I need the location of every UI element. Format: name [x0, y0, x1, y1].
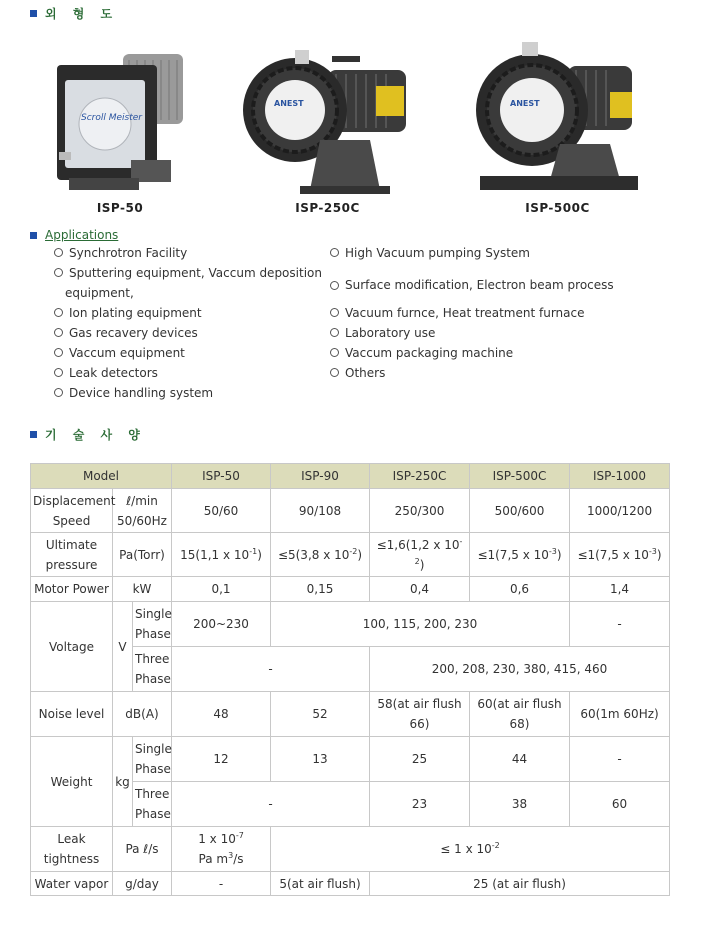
table-row: [31, 827, 670, 872]
list-item: Laboratory use: [330, 325, 630, 345]
table-cell: ≤5(3,8 x $10^{-2}$): [271, 533, 370, 577]
applications-left-list: [54, 245, 324, 405]
circle-bullet-icon: [330, 248, 339, 257]
header-cell: ISP-250C: [370, 464, 470, 489]
table-cell: 0,4: [370, 577, 470, 602]
svg-text:Scroll Meister: Scroll Meister: [81, 113, 142, 123]
table-cell: 52: [271, 692, 370, 737]
phase-label: Three Phase: [133, 782, 172, 827]
table-cell: ≤1(7,5 x $10^{-3}$): [570, 533, 670, 577]
product-caption: ISP-50: [96, 201, 144, 215]
header-cell: ISP-50: [172, 464, 271, 489]
table-cell: 44: [470, 737, 570, 782]
circle-bullet-icon: [330, 308, 339, 317]
circle-bullet-icon: [330, 281, 339, 290]
table-row: [31, 533, 670, 577]
table-row: [31, 872, 670, 896]
table-row: [31, 692, 670, 737]
list-item: Synchrotron Facility: [54, 245, 324, 265]
row-label: Water vapor: [31, 872, 113, 896]
circle-bullet-icon: [330, 368, 339, 377]
circle-bullet-icon: [54, 348, 63, 357]
table-cell: 38: [470, 782, 570, 827]
table-cell: 5(at air flush): [271, 872, 370, 896]
list-item: Gas recavery devices: [54, 325, 324, 345]
svg-text:ANEST: ANEST: [510, 99, 540, 108]
product-isp-50: [45, 40, 195, 215]
table-cell: 12: [172, 737, 271, 782]
table-cell: -: [570, 602, 670, 647]
spec-table: [30, 463, 670, 896]
table-cell: 60(1m 60Hz): [570, 692, 670, 737]
table-row: [31, 737, 670, 782]
list-item: Surface modification, Electron beam process: [330, 265, 630, 305]
pump-isp-250c-image: [240, 40, 415, 195]
table-cell: 250/300: [370, 489, 470, 533]
circle-bullet-icon: [54, 368, 63, 377]
table-cell: ≤1(7,5 x $10^{-3}$): [470, 533, 570, 577]
product-isp-500c: [470, 40, 645, 215]
section-title: Applications: [45, 228, 119, 242]
applications-right-list: [330, 245, 630, 385]
header-cell: ISP-90: [271, 464, 370, 489]
section-heading-specs: [30, 426, 146, 443]
row-unit: dB(A): [113, 692, 172, 737]
table-cell: 200~230: [172, 602, 271, 647]
pump-isp-50-image: [45, 40, 195, 195]
circle-bullet-icon: [54, 248, 63, 257]
table-cell: 0,1: [172, 577, 271, 602]
table-cell: 15(1,1 x $10^{-1}$): [172, 533, 271, 577]
section-heading-applications: [30, 228, 118, 242]
row-label: Leak tightness: [31, 827, 113, 872]
table-cell: 50/60: [172, 489, 271, 533]
table-cell: -: [172, 647, 370, 692]
row-label: Motor Power: [31, 577, 113, 602]
table-cell: ≤ 1 x $10^{-2}$: [271, 827, 670, 872]
list-item: Device handling system: [54, 385, 324, 405]
row-label: Weight: [31, 737, 113, 827]
product-caption: ISP-500C: [525, 201, 590, 215]
row-unit: kW: [113, 577, 172, 602]
square-bullet-icon: [30, 10, 37, 17]
row-unit: Pa ℓ/s: [113, 827, 172, 872]
table-cell: 25: [370, 737, 470, 782]
table-cell: 0,15: [271, 577, 370, 602]
table-cell: 60(at air flush 68): [470, 692, 570, 737]
circle-bullet-icon: [54, 308, 63, 317]
table-cell: 100, 115, 200, 230: [271, 602, 570, 647]
list-item: Vacuum furnce, Heat treatment furnace: [330, 305, 630, 325]
table-cell: 0,6: [470, 577, 570, 602]
table-cell: 25 (at air flush): [370, 872, 670, 896]
table-cell: 1000/1200: [570, 489, 670, 533]
section-title: 기 술 사 양: [45, 428, 146, 442]
table-cell: 200, 208, 230, 380, 415, 460: [370, 647, 670, 692]
table-row: [31, 602, 670, 647]
circle-bullet-icon: [330, 348, 339, 357]
square-bullet-icon: [30, 431, 37, 438]
row-label: Ultimate pressure: [31, 533, 113, 577]
section-title: 외 형 도: [45, 7, 119, 21]
header-cell: Model: [31, 464, 172, 489]
table-cell: ≤1,6(1,2 x $10^{-2}$): [370, 533, 470, 577]
table-cell: 48: [172, 692, 271, 737]
header-cell: ISP-500C: [470, 464, 570, 489]
header-cell: ISP-1000: [570, 464, 670, 489]
svg-text:ANEST: ANEST: [274, 99, 304, 108]
list-item: High Vacuum pumping System: [330, 245, 630, 265]
table-cell: 1 x $10^{-7}$ Pa $m^3/s$: [172, 827, 271, 872]
row-label: Voltage: [31, 602, 113, 692]
row-label: Noise level: [31, 692, 113, 737]
row-unit: ℓ/min 50/60Hz: [113, 489, 172, 533]
table-cell: 500/600: [470, 489, 570, 533]
table-cell: 58(at air flush 66): [370, 692, 470, 737]
table-cell: 23: [370, 782, 470, 827]
phase-label: Three Phase: [133, 647, 172, 692]
list-item: Leak detectors: [54, 365, 324, 385]
product-isp-250c: [240, 40, 415, 215]
table-cell: 1,4: [570, 577, 670, 602]
circle-bullet-icon: [54, 268, 63, 277]
row-unit: Pa(Torr): [113, 533, 172, 577]
table-row: [31, 489, 670, 533]
phase-label: Single Phase: [133, 737, 172, 782]
row-unit: V: [113, 602, 133, 692]
table-header-row: [31, 464, 670, 489]
table-cell: 90/108: [271, 489, 370, 533]
table-row: [31, 577, 670, 602]
row-unit: kg: [113, 737, 133, 827]
circle-bullet-icon: [54, 328, 63, 337]
table-cell: -: [172, 782, 370, 827]
square-bullet-icon: [30, 232, 37, 239]
row-unit: g/day: [113, 872, 172, 896]
section-heading-exterior: [30, 5, 118, 22]
product-caption: ISP-250C: [295, 201, 360, 215]
list-item: Others: [330, 365, 630, 385]
list-item: Vaccum packaging machine: [330, 345, 630, 365]
list-item: Vaccum equipment: [54, 345, 324, 365]
circle-bullet-icon: [54, 388, 63, 397]
pump-isp-500c-image: [470, 40, 645, 195]
row-label: Displacement Speed: [31, 489, 113, 533]
circle-bullet-icon: [330, 328, 339, 337]
table-cell: 60: [570, 782, 670, 827]
phase-label: Single Phase: [133, 602, 172, 647]
list-item: Sputtering equipment, Vaccum deposition equipment,: [54, 265, 324, 305]
table-cell: -: [570, 737, 670, 782]
list-item: Ion plating equipment: [54, 305, 324, 325]
table-cell: -: [172, 872, 271, 896]
table-cell: 13: [271, 737, 370, 782]
